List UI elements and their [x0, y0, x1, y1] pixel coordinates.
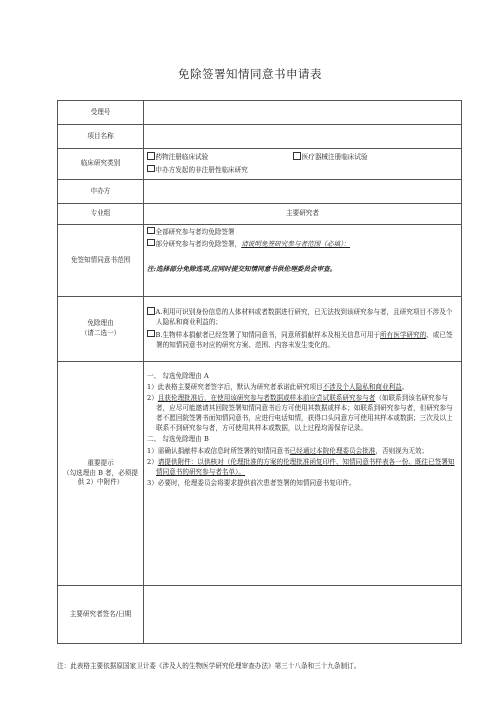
reason-option-a[interactable]: A.利用可识别身份信息的人体材料或者数据进行研究，已无法找到该研究参与者，且研究项目不涉及个人隐私和商业利益的；: [147, 307, 458, 328]
scope-option-partial[interactable]: 部分研究参与者均免除签署，请说明免签研究参与者范围（必填）：: [147, 239, 458, 250]
acceptance-no-field[interactable]: [144, 101, 462, 125]
checkbox[interactable]: [147, 307, 155, 315]
study-type-options: [144, 149, 462, 180]
sponsor-field[interactable]: [144, 180, 462, 204]
principal-investigator-label: 主要研究者: [144, 204, 462, 225]
reason-options: [144, 297, 462, 362]
scope-label: 免签知情同意书范围: [58, 225, 144, 297]
scope-warning: 注:选择部分免除选项,应同时提交知情同意书供伦理委员会审查。: [147, 264, 337, 273]
tips-b1: 1）需确认捐献样本或信息时所签署的知情同意书已经通过本院伦理委员会批准，否则视为无效；: [147, 446, 429, 455]
tips-label: 重要提示 （勾选理由 B 者，必须提供 2）中附件）: [58, 362, 144, 586]
reason-option-b[interactable]: B.生物样本捐献者已经签署了知情同意书，同意所捐献样本及相关信息可用于所有医学研究的、或已签署的知情同意书对应的研究方案、范围、内容未发生变化的。: [147, 330, 458, 351]
study-type-option-drug[interactable]: 药物注册临床试验: [147, 152, 293, 163]
checkbox[interactable]: [147, 330, 155, 338]
signature-label: 主要研究者签名/日期: [58, 586, 144, 644]
checkbox[interactable]: [147, 227, 155, 235]
row-study-type: [58, 149, 462, 180]
footer-note: 注：此表格主要依据原国家卫计委《涉及人的生物医学研究伦理审查办法》第三十八条和三十九条制订。: [57, 662, 361, 670]
checkbox[interactable]: [147, 152, 155, 160]
tips-a1: 1）此表格主要研究者签字后，默认为研究者承诺此研究项目不涉及个人隐私和商业利益。: [147, 382, 409, 391]
row-tips: [58, 362, 462, 586]
row-sponsor: [58, 180, 462, 204]
row-project-name: [58, 125, 462, 149]
reason-label: 免除理由 （请二选一）: [58, 297, 144, 362]
project-name-field[interactable]: [144, 125, 462, 149]
study-type-label: 临床研究类别: [58, 149, 144, 180]
study-type-option-device[interactable]: 医疗器械注册临床试验: [293, 153, 367, 161]
sponsor-label: 申办方: [58, 180, 144, 204]
scope-options: [144, 225, 462, 297]
tips-a-header: 一、 勾选免除理由 A: [147, 371, 209, 380]
tips-content: [144, 362, 462, 586]
tips-b2: 2）请提供附件：以供核对（伦理批准的方案的伦理批准函复印件、知情同意书样表各一份、既往已签署知情同意书的研究参与者名单）。: [147, 458, 455, 477]
row-specialty: [58, 204, 462, 225]
tips-a2: 2）且获伦理批准后，在使用该研究参与者数据或样本前应尝试联系研究参与者（如联系到该名研究参与者，应尽可能邀请其回院签署知情同意书后方可使用其数据或样本；如联系到研究参与者，但研究参与者不愿回院签署书面知情同意书，应进行电话知情，获得口头同意方可使用其样本或数据；三次及以上联系不到研究参与者，方可使用其样本或数据，以上过程均需保存记录。: [147, 394, 453, 432]
row-reason: [58, 297, 462, 362]
scope-partial-note: 请说明免签研究参与者范围（必填）：: [241, 239, 351, 248]
application-form-table: [57, 100, 462, 644]
study-type-option-sponsor[interactable]: 申办方发起的非注册性临床研究: [147, 165, 458, 176]
row-signature: [58, 586, 462, 644]
specialty-label: 专业组: [58, 204, 144, 225]
row-acceptance-no: [58, 101, 462, 125]
checkbox[interactable]: [293, 152, 301, 160]
row-scope: [58, 225, 462, 297]
acceptance-no-label: 受理号: [58, 101, 144, 125]
checkbox[interactable]: [147, 239, 155, 247]
signature-field[interactable]: [144, 586, 462, 644]
project-name-label: 项目名称: [58, 125, 144, 149]
form-title: 免除签署知情同意书申请表: [178, 67, 322, 81]
tips-b-header: 二、 勾选免除理由 B: [147, 435, 209, 444]
tips-b3: 3）必要时，伦理委员会将要求提供前次患者签署的知情同意书复印件。: [147, 479, 356, 488]
scope-option-all[interactable]: 全部研究参与者均免除签署: [147, 227, 458, 238]
checkbox[interactable]: [147, 165, 155, 173]
